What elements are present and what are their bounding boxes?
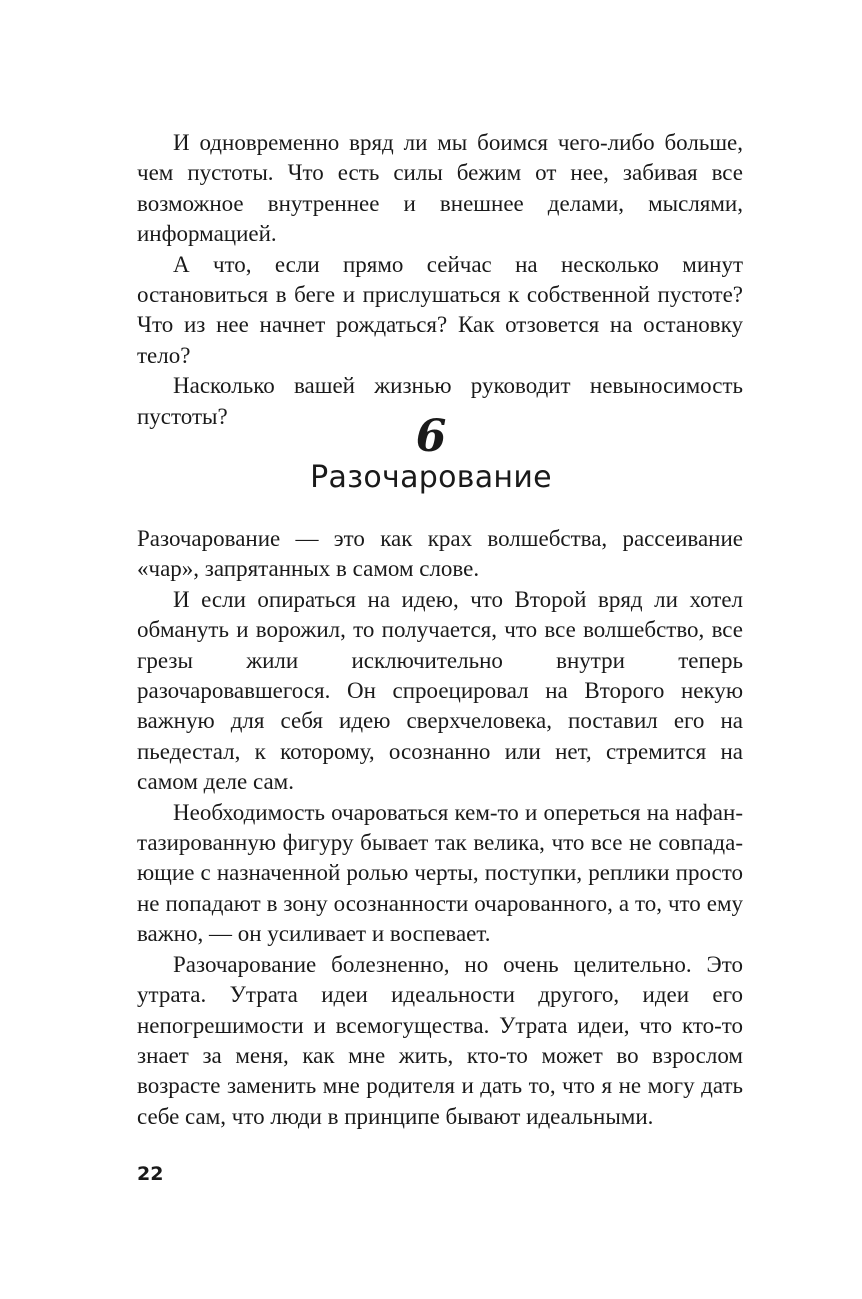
chapter-title: Разочарование xyxy=(310,460,552,495)
paragraph: Насколько вашей жизнью руководит невыносимость пустоты? xyxy=(137,373,743,429)
paragraph: И одновременно вряд ли мы боимся чего-либо больше, чем пустоты. Что есть силы бежим от нее, забивая все возможное внутреннее и внешнее делами, мыслями, информацией. xyxy=(137,130,743,247)
paragraph: Разочарование — это как крах волшебства, рассеивание «чар», запрятанных в самом слове. xyxy=(137,526,743,582)
paragraph: А что, если прямо сейчас на несколько минут остановиться в беге и прислушаться к собственной пустоте? Что из нее начнет рождаться? Как отзовется на остановку тело? xyxy=(137,251,743,368)
chapter-text xyxy=(137,524,743,1132)
intro-text xyxy=(137,128,743,432)
paragraph: Разочарование болезненно, но очень целительно. Это утрата. Утрата идеи идеальности другого, идеи его непогрешимости и всемогущества. Утрата идеи, что кто-то знает за меня, как мне жить, кто-то может во взрослом возрасте заменить мне родителя и дать то, что я не могу дать себе сам, что люди в принципе бывают идеальными. xyxy=(137,951,743,1129)
paragraph: И если опираться на идею, что Второй вряд ли хотел обмануть и ворожил, то получается, что все волшебство, все грезы жили исключительно внутри теперь разочаровавшегося. Он спроецировал на Второго некую важную для себя идею сверхчеловека, поставил его на пьедестал, к которому, осознанно или нет, стремится на самом деле сам. xyxy=(137,586,743,795)
page-number: 22 xyxy=(137,1163,164,1185)
paragraph: Необходимость очароваться кем-то и опереться на нафантазированную фигуру бывает так велика, что все не совпадающие с назначенной ролью черты, поступки, реплики просто не попадают в зону осознанности очарованного, а то, что ему важно, — он усиливает и воспевает. xyxy=(137,799,743,947)
chapter-number: 6 xyxy=(415,411,447,462)
